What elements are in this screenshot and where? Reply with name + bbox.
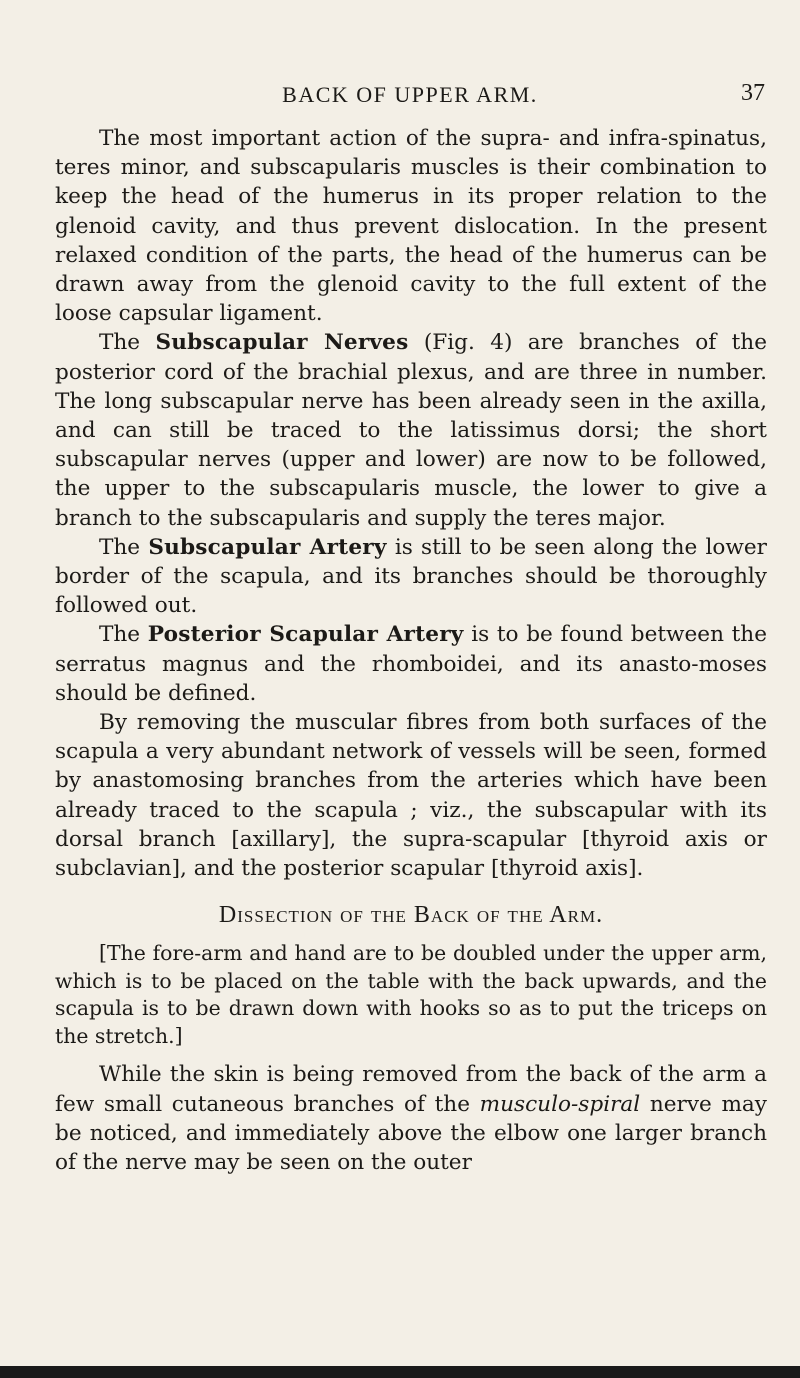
paragraph-rotator-cuff [55, 124, 767, 328]
bracketed-instruction: [The fore-arm and hand are to be doubled under the upper arm, which is to be placed on the table with the back upwards, and the scapula is to be drawn down with hooks so as to put the triceps on the stretch.] [55, 941, 767, 1048]
paragraph-skin-removal: While the skin is being removed from the back of the arm a few small cutaneous branches of the musculo-spiral nerve may be noticed, and immediately above the elbow one larger branch of the nerve may be seen on the outer [55, 1062, 768, 1176]
paragraph-text: By removing the muscular fibres from both surfaces of the scapula a very abundant network of vessels will be seen, formed by anastomosing branches from the arteries which have been already traced to the scapula ; viz., the subscapular with its dorsal branch [axillary], the supra-scapular [thyroid axis or subclavian], and the posterior scapular [thyroid axis]. [55, 710, 767, 882]
page-body [55, 124, 767, 1177]
posterior-scapular-artery-heading: Posterior Scapular Artery [147, 622, 464, 648]
paragraph-posterior-scapular-artery: The Posterior Scapular Artery is to be found between the serratus magnus and the rhomboidei, and its anasto-moses should be defined. [55, 622, 767, 706]
paragraph-text: is to be found between the serratus magnus and the rhomboidei, and its anasto-moses should be defined. [55, 622, 767, 706]
section-heading: Dissection of the Back of the Arm. [218, 902, 604, 929]
paragraph-vessel-network [55, 708, 767, 883]
paragraph-subscapular-artery: The Subscapular Artery is still to be seen along the lower border of the scapula, and its branches should be thoroughly followed out. [55, 534, 767, 619]
paragraph-text: is still to be seen along the lower border of the scapula, and its branches should be thoroughly followed out. [55, 534, 767, 619]
paragraph-text: The most important action of the supra- and infra-spinatus, teres minor, and subscapularis muscles is their combination to keep the head of the humerus in its proper relation to the glenoid cavity, and thus prevent dislocation. In the present relaxed condition of the parts, the head of the humerus can be drawn away from the glenoid cavity to the full extent of the loose capsular ligament. [55, 126, 767, 327]
running-title: BACK OF UPPER ARM. [282, 82, 538, 107]
running-head [55, 82, 765, 112]
paragraph-subscapular-nerves: The Subscapular Nerves (Fig. 4) are branches of the posterior cord of the brachial plexus, and are three in number. The long subscapular nerve has been already seen in the axilla, and can still be traced to the latissimus dorsi; the short subscapular nerves (upper and lower) are now to be followed, the upper to the subscapularis muscle, the lower to give a branch to the subscapularis and supply the teres major. [55, 330, 767, 531]
musculo-spiral-term: musculo-spiral [479, 1091, 641, 1117]
page-number: 37 [741, 80, 765, 106]
paragraph-text: (Fig. 4) are branches of the posterior cord of the brachial plexus, and are three in number. The long subscapular nerve has been already seen in the axilla, and can still be traced to the latissimus dorsi; the short subscapular nerves (upper and lower) are now to be followed, the upper to the subscapularis muscle, the lower to give a branch to the subscapularis and supply the teres major. [55, 330, 767, 531]
page-bottom-edge [0, 1366, 800, 1378]
subscapular-artery-heading: Subscapular Artery [148, 534, 387, 560]
subscapular-nerves-heading: Subscapular Nerves [155, 330, 409, 356]
